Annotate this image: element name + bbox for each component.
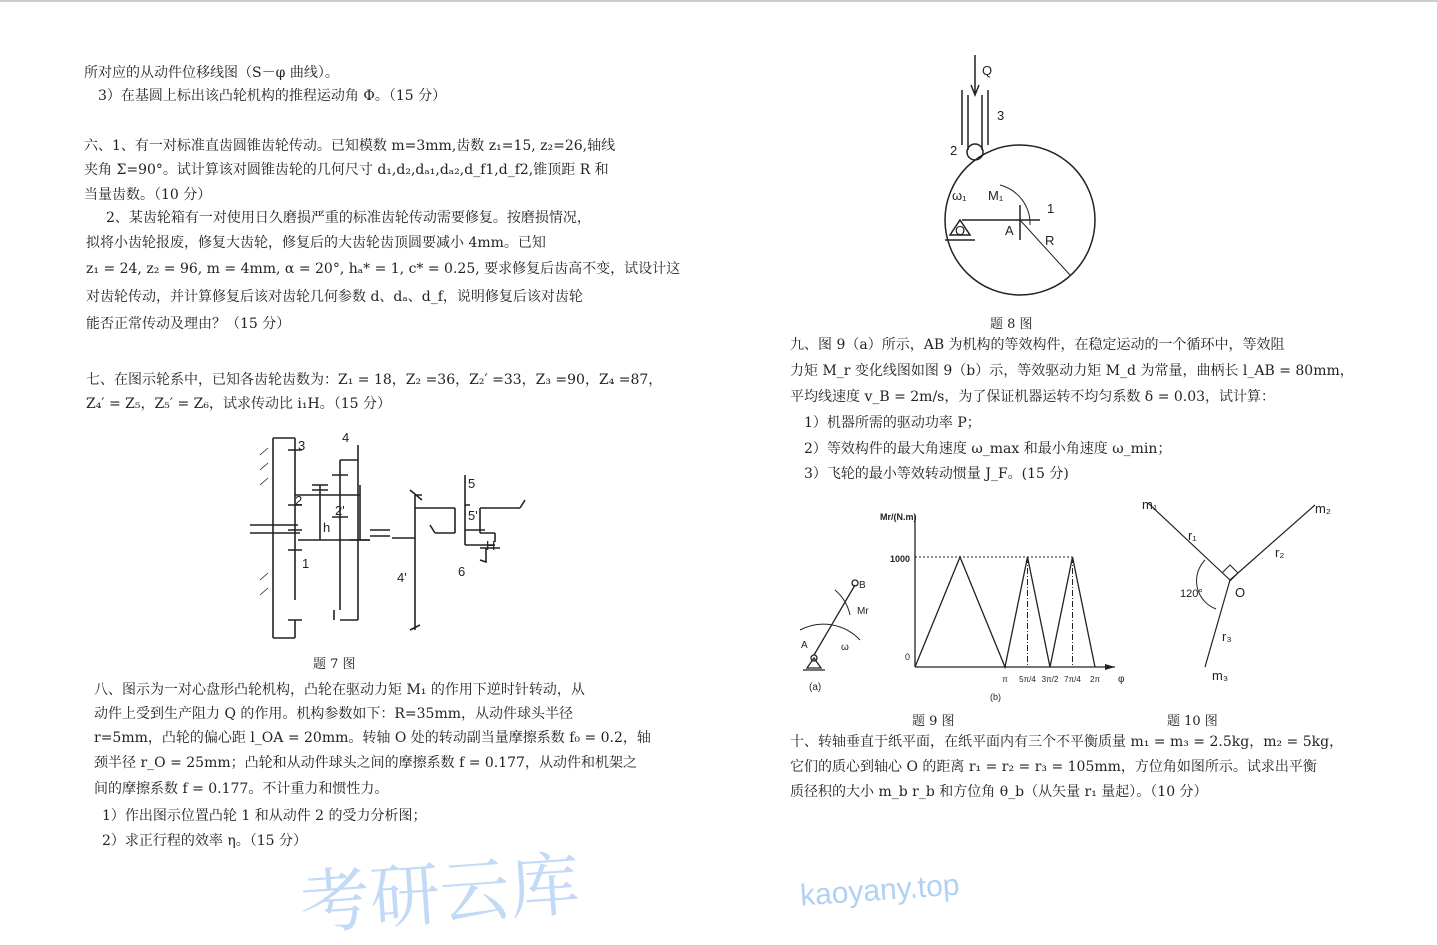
figure-9a-crank <box>795 570 895 750</box>
force-label: Q <box>982 63 993 78</box>
figure-8-cam <box>940 55 1140 305</box>
text-line: 质径积的大小 m_b r_b 和方位角 θ_b（从矢量 r₁ 量起）。（10 分） <box>790 784 1208 800</box>
text-line: 能否正常传动及理由？（15 分） <box>86 316 291 332</box>
point-label: B <box>859 580 866 591</box>
watermark: 考研云库 <box>297 843 583 945</box>
figure-8-caption: 题 8 图 <box>990 317 1033 332</box>
text-line: 间的摩擦系数 f = 0.177。不计重力和惯性力。 <box>94 781 389 797</box>
watermark-url: kaoyany.top <box>799 868 961 913</box>
radius-label: r₃ <box>1222 629 1232 644</box>
gear-label: 2 <box>295 493 303 508</box>
radius-label: r₁ <box>1188 528 1197 543</box>
moment-label: M₁ <box>988 188 1004 203</box>
text-line: 拟将小齿轮报废，修复大齿轮，修复后的大齿轮齿顶圆要减小 4mm。已知 <box>86 235 546 251</box>
text-line: 2）求正行程的效率 η。（15 分） <box>102 833 308 849</box>
omega-label: ω <box>841 642 849 653</box>
x-axis-label: φ <box>1118 674 1125 685</box>
gear-label: h <box>323 520 331 535</box>
question-8: 八、图示为一对心盘形凸轮机构，凸轮在驱动力矩 M₁ 的作用下逆时针转动，从 <box>94 682 585 698</box>
gear-label: 4' <box>397 570 407 585</box>
x-tick-label: 2π <box>1090 675 1100 684</box>
text-line: 对齿轮传动，并计算修复后该对齿轮几何参数 d、dₐ、d_f，说明修复后该对齿轮 <box>86 289 583 305</box>
radius-label: r₂ <box>1275 545 1285 560</box>
y-tick-label: 1000 <box>890 554 911 564</box>
mr-series-line <box>915 557 1095 667</box>
text-line: 3）飞轮的最小等效转动惯量 J_F。(15 分) <box>804 466 1069 482</box>
angle-label: 120° <box>1180 588 1203 600</box>
gear-label: 5 <box>468 476 476 491</box>
text-line: z₁ = 24, z₂ = 96, m = 4mm, α = 20°, hₐ* = 1, c* = 0.25, 要求修复后齿高不变，试设计这 <box>86 261 681 277</box>
gear-label: 6 <box>458 564 466 579</box>
gear-label: 5' <box>468 508 478 523</box>
part-label: 1 <box>1047 201 1055 216</box>
text-line: 1）机器所需的驱动功率 P； <box>804 415 981 431</box>
point-label: A <box>801 640 808 651</box>
text-line: Z₄′ = Z₅，Z₅′ = Z₆，试求传动比 i₁H。（15 分） <box>86 396 391 412</box>
text-line: 1）作出图示位置凸轮 1 和从动件 2 的受力分析图； <box>102 808 427 824</box>
figure-10-caption: 题 10 图 <box>1167 714 1218 729</box>
radius-label: R <box>1045 233 1055 248</box>
text-line: 2）等效构件的最大角速度 ω_max 和最小角速度 ω_min； <box>804 441 1172 457</box>
figure-9-caption: 题 9 图 <box>912 714 955 729</box>
text-line: 力矩 M_r 变化线图如图 9（b）示，等效驱动力矩 M_d 为常量，曲柄长 l_AB = 80mm， <box>790 363 1354 379</box>
x-axis-arrow <box>1105 664 1115 670</box>
question-9: 九、图 9（a）所示，AB 为机构的等效构件，在稳定运动的一个循环中，等效阻 <box>790 337 1285 353</box>
x-tick-label: 3π/2 <box>1041 675 1059 684</box>
mass-label: m₁ <box>1142 497 1158 512</box>
point-label: A <box>1005 223 1014 238</box>
page-edge <box>0 0 1437 2</box>
part-label: 2 <box>950 143 958 158</box>
gear-label: 3 <box>298 438 306 453</box>
text-line: 平均线速度 v_B = 2m/s，为了保证机器运转不均匀系数 δ = 0.03，试计算： <box>790 389 1276 405</box>
gear-label: 1 <box>302 556 310 571</box>
omega-label: ω₁ <box>952 188 967 203</box>
mass-label: m₃ <box>1212 668 1229 683</box>
text-line: 动件上受到生产阻力 Q 的作用。机构参数如下：R=35mm，从动件球头半径 <box>94 706 574 722</box>
question-7: 七、在图示轮系中，已知各齿轮齿数为：Z₁ = 18，Z₂ =36，Z₂′ =33，Z₃ =90，Z₄ =87， <box>86 372 663 388</box>
text-line: 它们的质心到轴心 O 的距离 r₁ = r₂ = r₃ = 105mm，方位角如图所示。试求出平衡 <box>790 759 1317 775</box>
origin-label: 0 <box>905 652 911 662</box>
question-6-2: 2、某齿轮箱有一对使用日久磨损严重的标准齿轮传动需要修复。按磨损情况， <box>106 210 591 226</box>
x-tick-label: 7π/4 <box>1064 675 1081 684</box>
x-tick-label: π <box>1002 675 1008 684</box>
text-line: 3）在基圆上标出该凸轮机构的推程运动角 Φ。（15 分） <box>98 88 447 104</box>
x-tick-label: 5π/4 <box>1019 675 1036 684</box>
figure-9b-chart <box>880 510 1130 710</box>
subfigure-label: (b) <box>990 692 1001 702</box>
figure-7-caption: 题 7 图 <box>313 657 356 672</box>
center-label: O <box>1235 585 1246 600</box>
figure-10-masses <box>1140 495 1340 695</box>
mass-label: m₂ <box>1315 501 1331 516</box>
figure-7-gear-train <box>250 430 550 650</box>
text-line: 当量齿数。（10 分） <box>84 187 212 203</box>
moment-label: Mr <box>857 606 869 617</box>
part-label: 3 <box>997 108 1005 123</box>
text-line: r=5mm，凸轮的偏心距 l_OA = 20mm。转轴 O 处的转动副当量摩擦系数 f₀ = 0.2，轴 <box>94 730 651 746</box>
subfigure-label: (a) <box>809 682 822 693</box>
gear-label: H <box>486 538 496 553</box>
question-10: 十、转轴垂直于纸平面，在纸平面内有三个不平衡质量 m₁ = m₃ = 2.5kg，m₂ = 5kg， <box>790 734 1344 750</box>
gear-label: 4 <box>342 430 350 445</box>
y-axis-label: Mr/(N.m) <box>880 512 917 522</box>
question-6-1: 六、1、有一对标准直齿圆锥齿轮传动。已知模数 m=3mm,齿数 z₁=15, z₂=26,轴线 <box>84 138 616 154</box>
text-line: 夹角 Σ=90°。试计算该对圆锥齿轮的几何尺寸 d₁,d₂,dₐ₁,dₐ₂,d_f1,d_f2,锥顶距 R 和 <box>84 162 609 178</box>
text-line: 颈半径 r_O = 25mm；凸轮和从动件球头之间的摩擦系数 f = 0.177，从动件和机架之 <box>94 755 637 771</box>
gear-label: 2' <box>335 503 345 518</box>
point-label: O <box>955 223 966 238</box>
text-line: 所对应的从动件位移线图（S－φ 曲线）。 <box>84 65 339 81</box>
